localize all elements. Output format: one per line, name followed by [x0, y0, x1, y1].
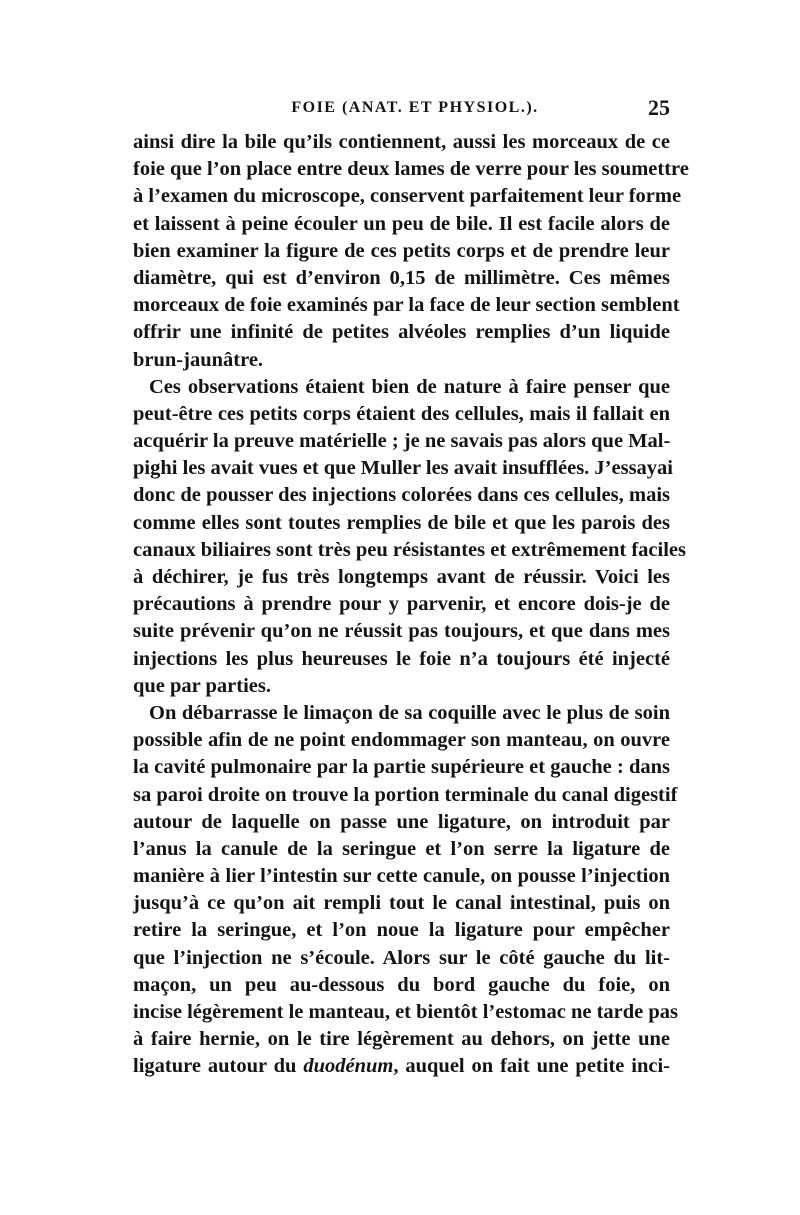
text-line: à faire hernie, on le tire légèrement au dehors, on jette une [133, 1028, 670, 1051]
text-line: la cavité pulmonaire par la partie supérieure et gauche : dans [133, 756, 670, 779]
text-line: incise légèrement le manteau, et bientôt l’estomac ne tarde pas [133, 1001, 679, 1023]
italic-term: duodénum [303, 1055, 394, 1078]
paragraph-end-line: que par parties. [133, 674, 272, 697]
text-line: offrir une infinité de petites alvéoles remplies d’un liquide [133, 321, 670, 344]
text-line: canaux biliaires sont très peu résistantes et extrêmement faciles [133, 538, 686, 561]
paragraph-start-line: Ces observations étaient bien de nature à faire penser que [149, 375, 670, 398]
text-line: comme elles sont toutes remplies de bile et que les parois des [133, 511, 670, 534]
text-line: morceaux de foie examinés par la face de leur section semblent [133, 294, 680, 317]
text-line: maçon, un peu au-dessous du bord gauche du foie, on [133, 973, 670, 996]
text-line: peut-être ces petits corps étaient des cellules, mais il fallait en [133, 402, 670, 425]
text-line: acquérir la preuve matérielle ; je ne savais pas alors que Mal- [133, 430, 671, 453]
text-line: retire la seringue, et l’on noue la ligature pour empêcher [133, 919, 670, 942]
text-line: sa paroi droite on trouve la portion terminale du canal digestif [133, 783, 678, 806]
text-line: autour de laquelle on passe une ligature, on introduit par [133, 810, 670, 833]
text-line: précautions à prendre pour y parvenir, et encore dois-je de [133, 593, 670, 616]
text-segment: , auquel on fait une petite inci- [393, 1055, 670, 1078]
text-line: injections les plus heureuses le foie n’a toujours été injecté [133, 647, 670, 670]
text-line: pighi les avait vues et que Muller les avait insufflées. J’essayai [133, 457, 674, 480]
page-number: 25 [648, 95, 670, 120]
text-line: l’anus la canule de la seringue et l’on serre la ligature de [133, 837, 670, 860]
text-line: ainsi dire la bile qu’ils contiennent, aussi les morceaux de ce [133, 131, 670, 153]
text-line: diamètre, qui est d’environ 0,15 de millimètre. Ces mêmes [133, 266, 670, 289]
text-line [133, 1053, 670, 1080]
text-line: manière à lier l’intestin sur cette canule, on pousse l’injection [133, 865, 670, 888]
text-line: bien examiner la figure de ces petits corps et de prendre leur [133, 239, 670, 262]
text-line: suite prévenir qu’on ne réussit pas toujours, et que dans mes [133, 620, 670, 643]
text-line: possible afin de ne point endommager son manteau, on ouvre [133, 729, 670, 752]
text-line: foie que l’on place entre deux lames de verre pour les soumettre [133, 158, 689, 181]
text-segment: ligature autour du [133, 1055, 304, 1078]
body-text [133, 129, 689, 1081]
text-line: que l’injection ne s’écoule. Alors sur le côté gauche du lit- [133, 946, 670, 969]
paragraph-end-line: brun-jaunâtre. [133, 348, 264, 371]
page-header [130, 96, 670, 122]
text-line: et laissent à peine écouler un peu de bile. Il est facile alors de [133, 212, 670, 235]
paragraph-start-line: On débarrasse le limaçon de sa coquille avec le plus de soin [149, 701, 670, 724]
running-head: FOIE (ANAT. ET PHYSIOL.). [291, 99, 539, 116]
text-line: à déchirer, je fus très longtemps avant de réussir. Voici les [133, 566, 670, 588]
text-line: donc de pousser des injections colorées dans ces cellules, mais [133, 484, 670, 507]
text-line: jusqu’à ce qu’on ait rempli tout le canal intestinal, puis on [133, 892, 670, 915]
text-line: à l’examen du microscope, conservent parfaitement leur forme [133, 185, 682, 208]
